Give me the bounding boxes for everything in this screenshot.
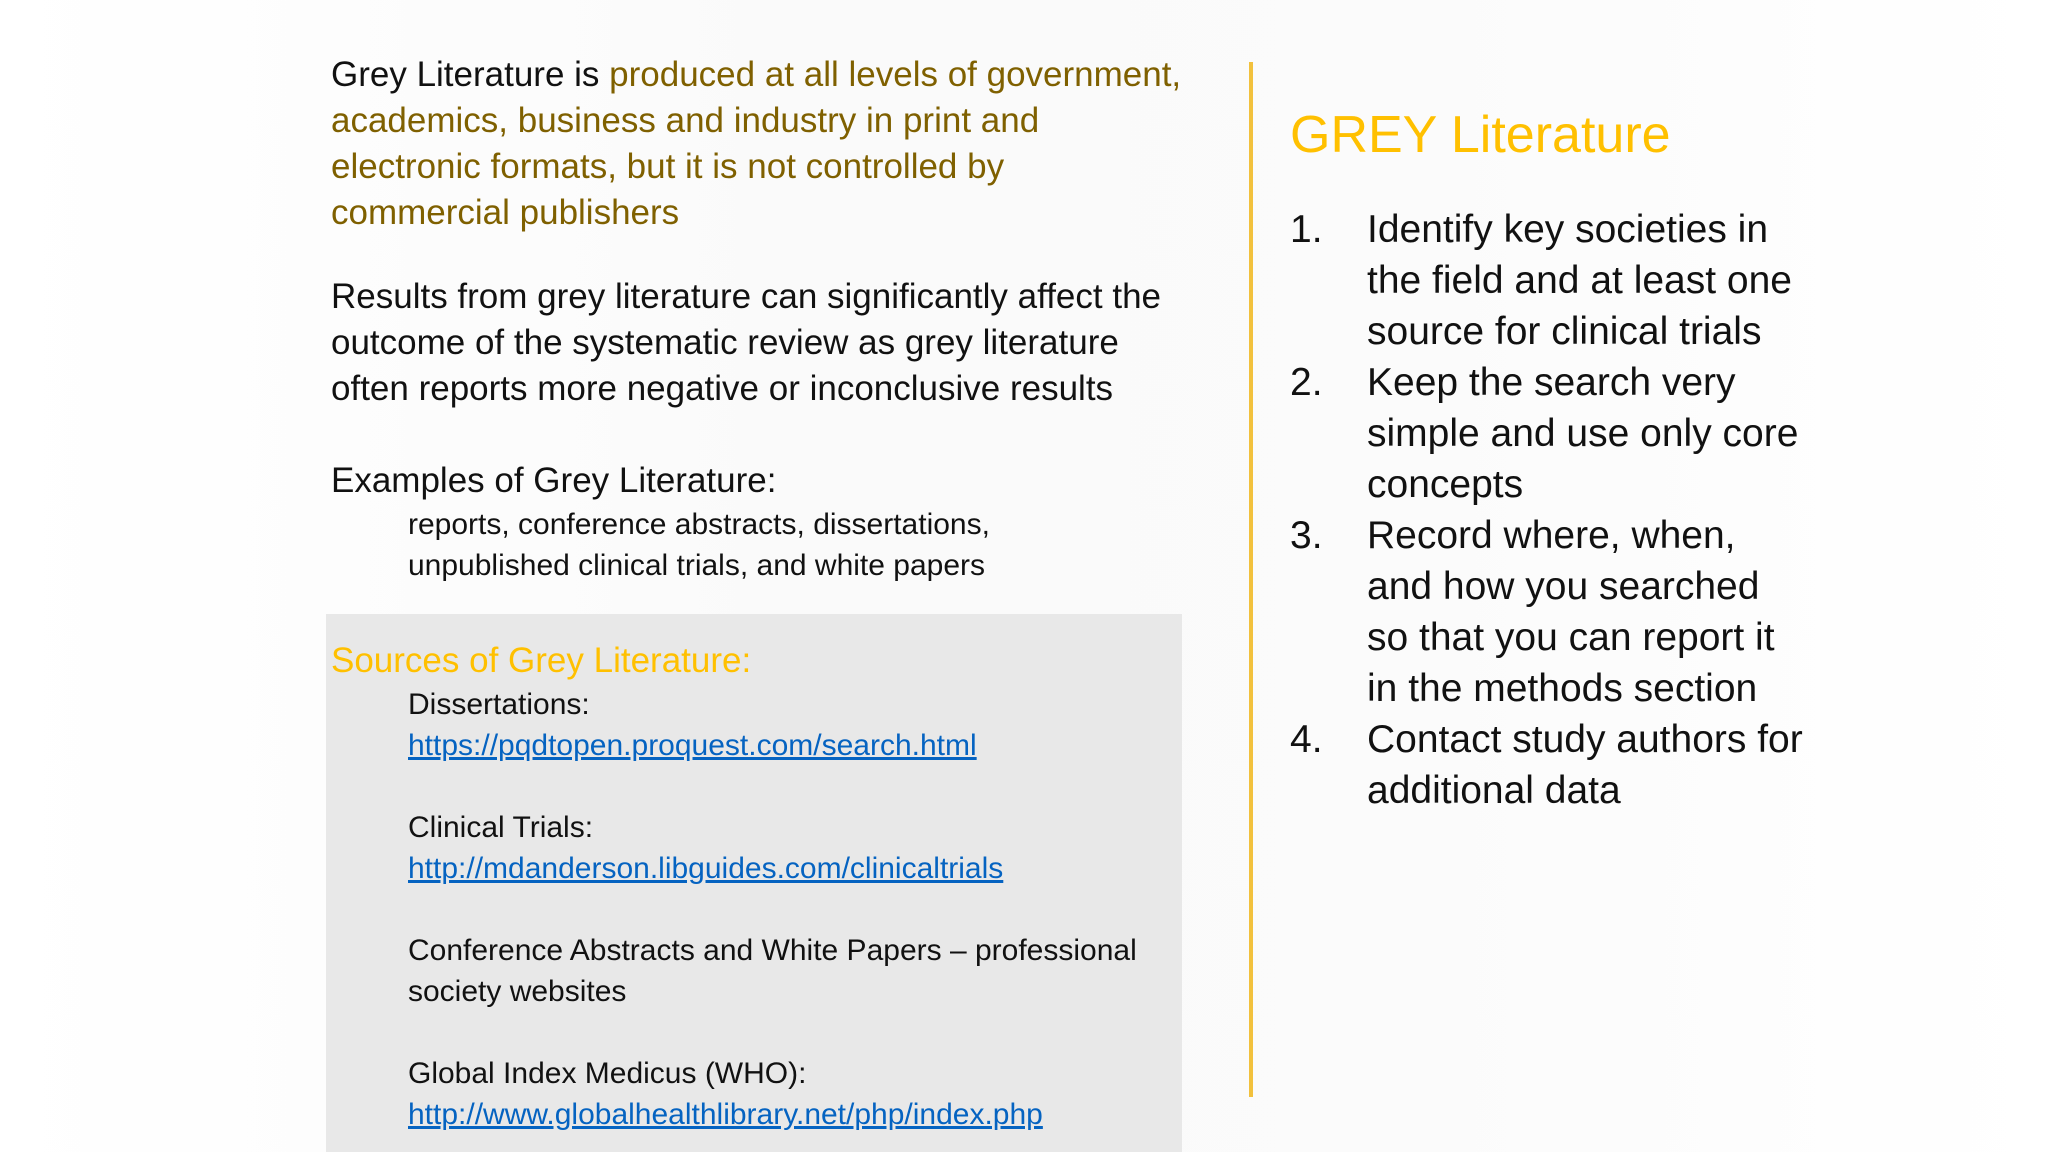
sources-title: Sources of Grey Literature: bbox=[331, 641, 752, 680]
source-link-globalhealthlibrary[interactable]: http://www.globalhealthlibrary.net/php/index.php bbox=[408, 1098, 1043, 1131]
step-text: Keep the search very simple and use only core concepts bbox=[1367, 361, 1799, 506]
source-label: Dissertations: bbox=[408, 688, 590, 721]
step-item bbox=[1290, 510, 1810, 714]
step-text: Identify key societies in the field and at least one source for clinical trials bbox=[1367, 208, 1792, 353]
source-clinical-trials bbox=[331, 807, 1171, 889]
right-column bbox=[1290, 100, 1810, 816]
step-item bbox=[1290, 357, 1810, 510]
sources-box bbox=[326, 614, 1182, 1152]
source-label: Clinical Trials: bbox=[408, 811, 594, 844]
source-link-proquest[interactable]: https://pqdtopen.proquest.com/search.html bbox=[408, 729, 977, 762]
right-title: GREY Literature bbox=[1290, 106, 1671, 164]
source-label: Conference Abstracts and White Papers – professional society websites bbox=[408, 934, 1137, 1008]
definition-lead: Grey Literature is bbox=[331, 55, 610, 94]
examples-line-1: reports, conference abstracts, dissertations, bbox=[408, 508, 990, 541]
sources-content bbox=[331, 638, 1171, 1176]
source-dissertations bbox=[331, 684, 1171, 766]
source-conference-abstracts bbox=[331, 930, 1171, 1012]
step-item bbox=[1290, 204, 1810, 357]
left-column bbox=[331, 52, 1191, 586]
vertical-divider bbox=[1249, 62, 1253, 1097]
results-paragraph: Results from grey literature can significantly affect the outcome of the systematic review as grey literature often reports more negative or inconclusive results bbox=[331, 277, 1162, 408]
source-link-mdanderson[interactable]: http://mdanderson.libguides.com/clinicaltrials bbox=[408, 852, 1004, 885]
step-text: Record where, when, and how you searched so that you can report it in the methods section bbox=[1367, 514, 1775, 710]
step-number: 2. bbox=[1290, 361, 1323, 404]
definition-highlight: produced at all levels of government, academics, business and industry in print and electronic formats, but it is not controlled by commercial publishers bbox=[331, 55, 1182, 232]
step-number: 3. bbox=[1290, 514, 1323, 557]
examples-list bbox=[331, 504, 1191, 586]
step-number: 1. bbox=[1290, 208, 1323, 251]
step-text: Contact study authors for additional data bbox=[1367, 718, 1803, 812]
step-number: 4. bbox=[1290, 718, 1323, 761]
examples-title: Examples of Grey Literature: bbox=[331, 461, 777, 500]
step-item bbox=[1290, 714, 1810, 816]
source-label: Global Index Medicus (WHO): bbox=[408, 1057, 807, 1090]
definition-paragraph bbox=[331, 52, 1191, 236]
source-global-index-medicus bbox=[331, 1053, 1171, 1135]
steps-list bbox=[1290, 204, 1810, 816]
examples-line-2: unpublished clinical trials, and white papers bbox=[408, 549, 986, 582]
